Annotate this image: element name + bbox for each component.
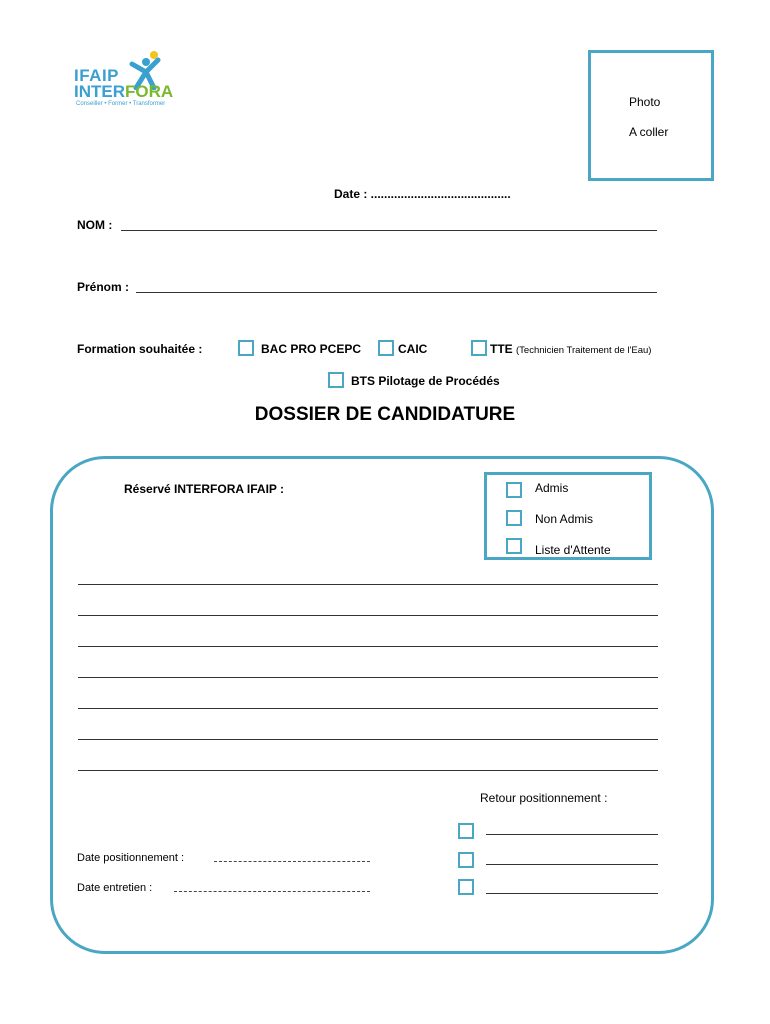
- retour-checkbox[interactable]: [458, 879, 474, 895]
- bts-label: BTS Pilotage de Procédés: [351, 374, 500, 388]
- logo-fora: FORA: [125, 82, 174, 101]
- comment-line[interactable]: [78, 646, 658, 647]
- attente-label: Liste d'Attente: [535, 543, 611, 557]
- logo: [74, 50, 204, 112]
- logo-inter: INTER: [74, 82, 125, 101]
- retour-label: Retour positionnement :: [480, 791, 608, 805]
- date-entretien-label: Date entretien :: [77, 882, 153, 894]
- logo-interfora: [74, 82, 173, 102]
- comment-line[interactable]: [78, 584, 658, 585]
- date-positionnement-field[interactable]: [214, 861, 370, 862]
- date-label: Date : ..........................................: [334, 187, 511, 201]
- retour-checkbox[interactable]: [458, 823, 474, 839]
- nom-label: NOM :: [77, 218, 113, 232]
- caic-checkbox[interactable]: [378, 340, 394, 356]
- logo-tagline: Conseiller • Former • Transformer: [76, 101, 166, 107]
- retour-field[interactable]: [486, 893, 658, 894]
- tte-detail: (Technicien Traitement de l'Eau): [516, 345, 652, 356]
- bac-checkbox[interactable]: [238, 340, 254, 356]
- retour-field[interactable]: [486, 864, 658, 865]
- caic-label: CAIC: [398, 342, 428, 356]
- photo-sublabel: A coller: [629, 125, 669, 139]
- comment-line[interactable]: [78, 615, 658, 616]
- admis-checkbox[interactable]: [506, 482, 522, 498]
- prenom-label: Prénom :: [77, 280, 130, 294]
- bac-label: BAC PRO PCEPC: [261, 342, 362, 356]
- retour-field[interactable]: [486, 834, 658, 835]
- tte-checkbox[interactable]: [471, 340, 487, 356]
- date-positionnement-label: Date positionnement :: [77, 852, 185, 864]
- tte-option: [490, 342, 651, 356]
- formation-label: Formation souhaitée :: [77, 342, 203, 356]
- admis-label: Admis: [535, 481, 569, 495]
- attente-checkbox[interactable]: [506, 538, 522, 554]
- photo-box: [588, 50, 714, 181]
- comment-line[interactable]: [78, 739, 658, 740]
- logo-ifaip: IFAIP: [74, 66, 120, 85]
- reserved-label: Réservé INTERFORA IFAIP :: [124, 482, 285, 496]
- comment-line[interactable]: [78, 708, 658, 709]
- tte-label: TTE: [490, 342, 513, 356]
- non-admis-label: Non Admis: [535, 512, 594, 526]
- page-title: DOSSIER DE CANDIDATURE: [254, 404, 516, 425]
- prenom-field[interactable]: [136, 292, 657, 293]
- comment-line[interactable]: [78, 677, 658, 678]
- non-admis-checkbox[interactable]: [506, 510, 522, 526]
- date-entretien-field[interactable]: [174, 891, 370, 892]
- photo-label: Photo: [629, 95, 661, 109]
- comment-line[interactable]: [78, 770, 658, 771]
- nom-field[interactable]: [121, 230, 657, 231]
- retour-checkbox[interactable]: [458, 852, 474, 868]
- bts-checkbox[interactable]: [328, 372, 344, 388]
